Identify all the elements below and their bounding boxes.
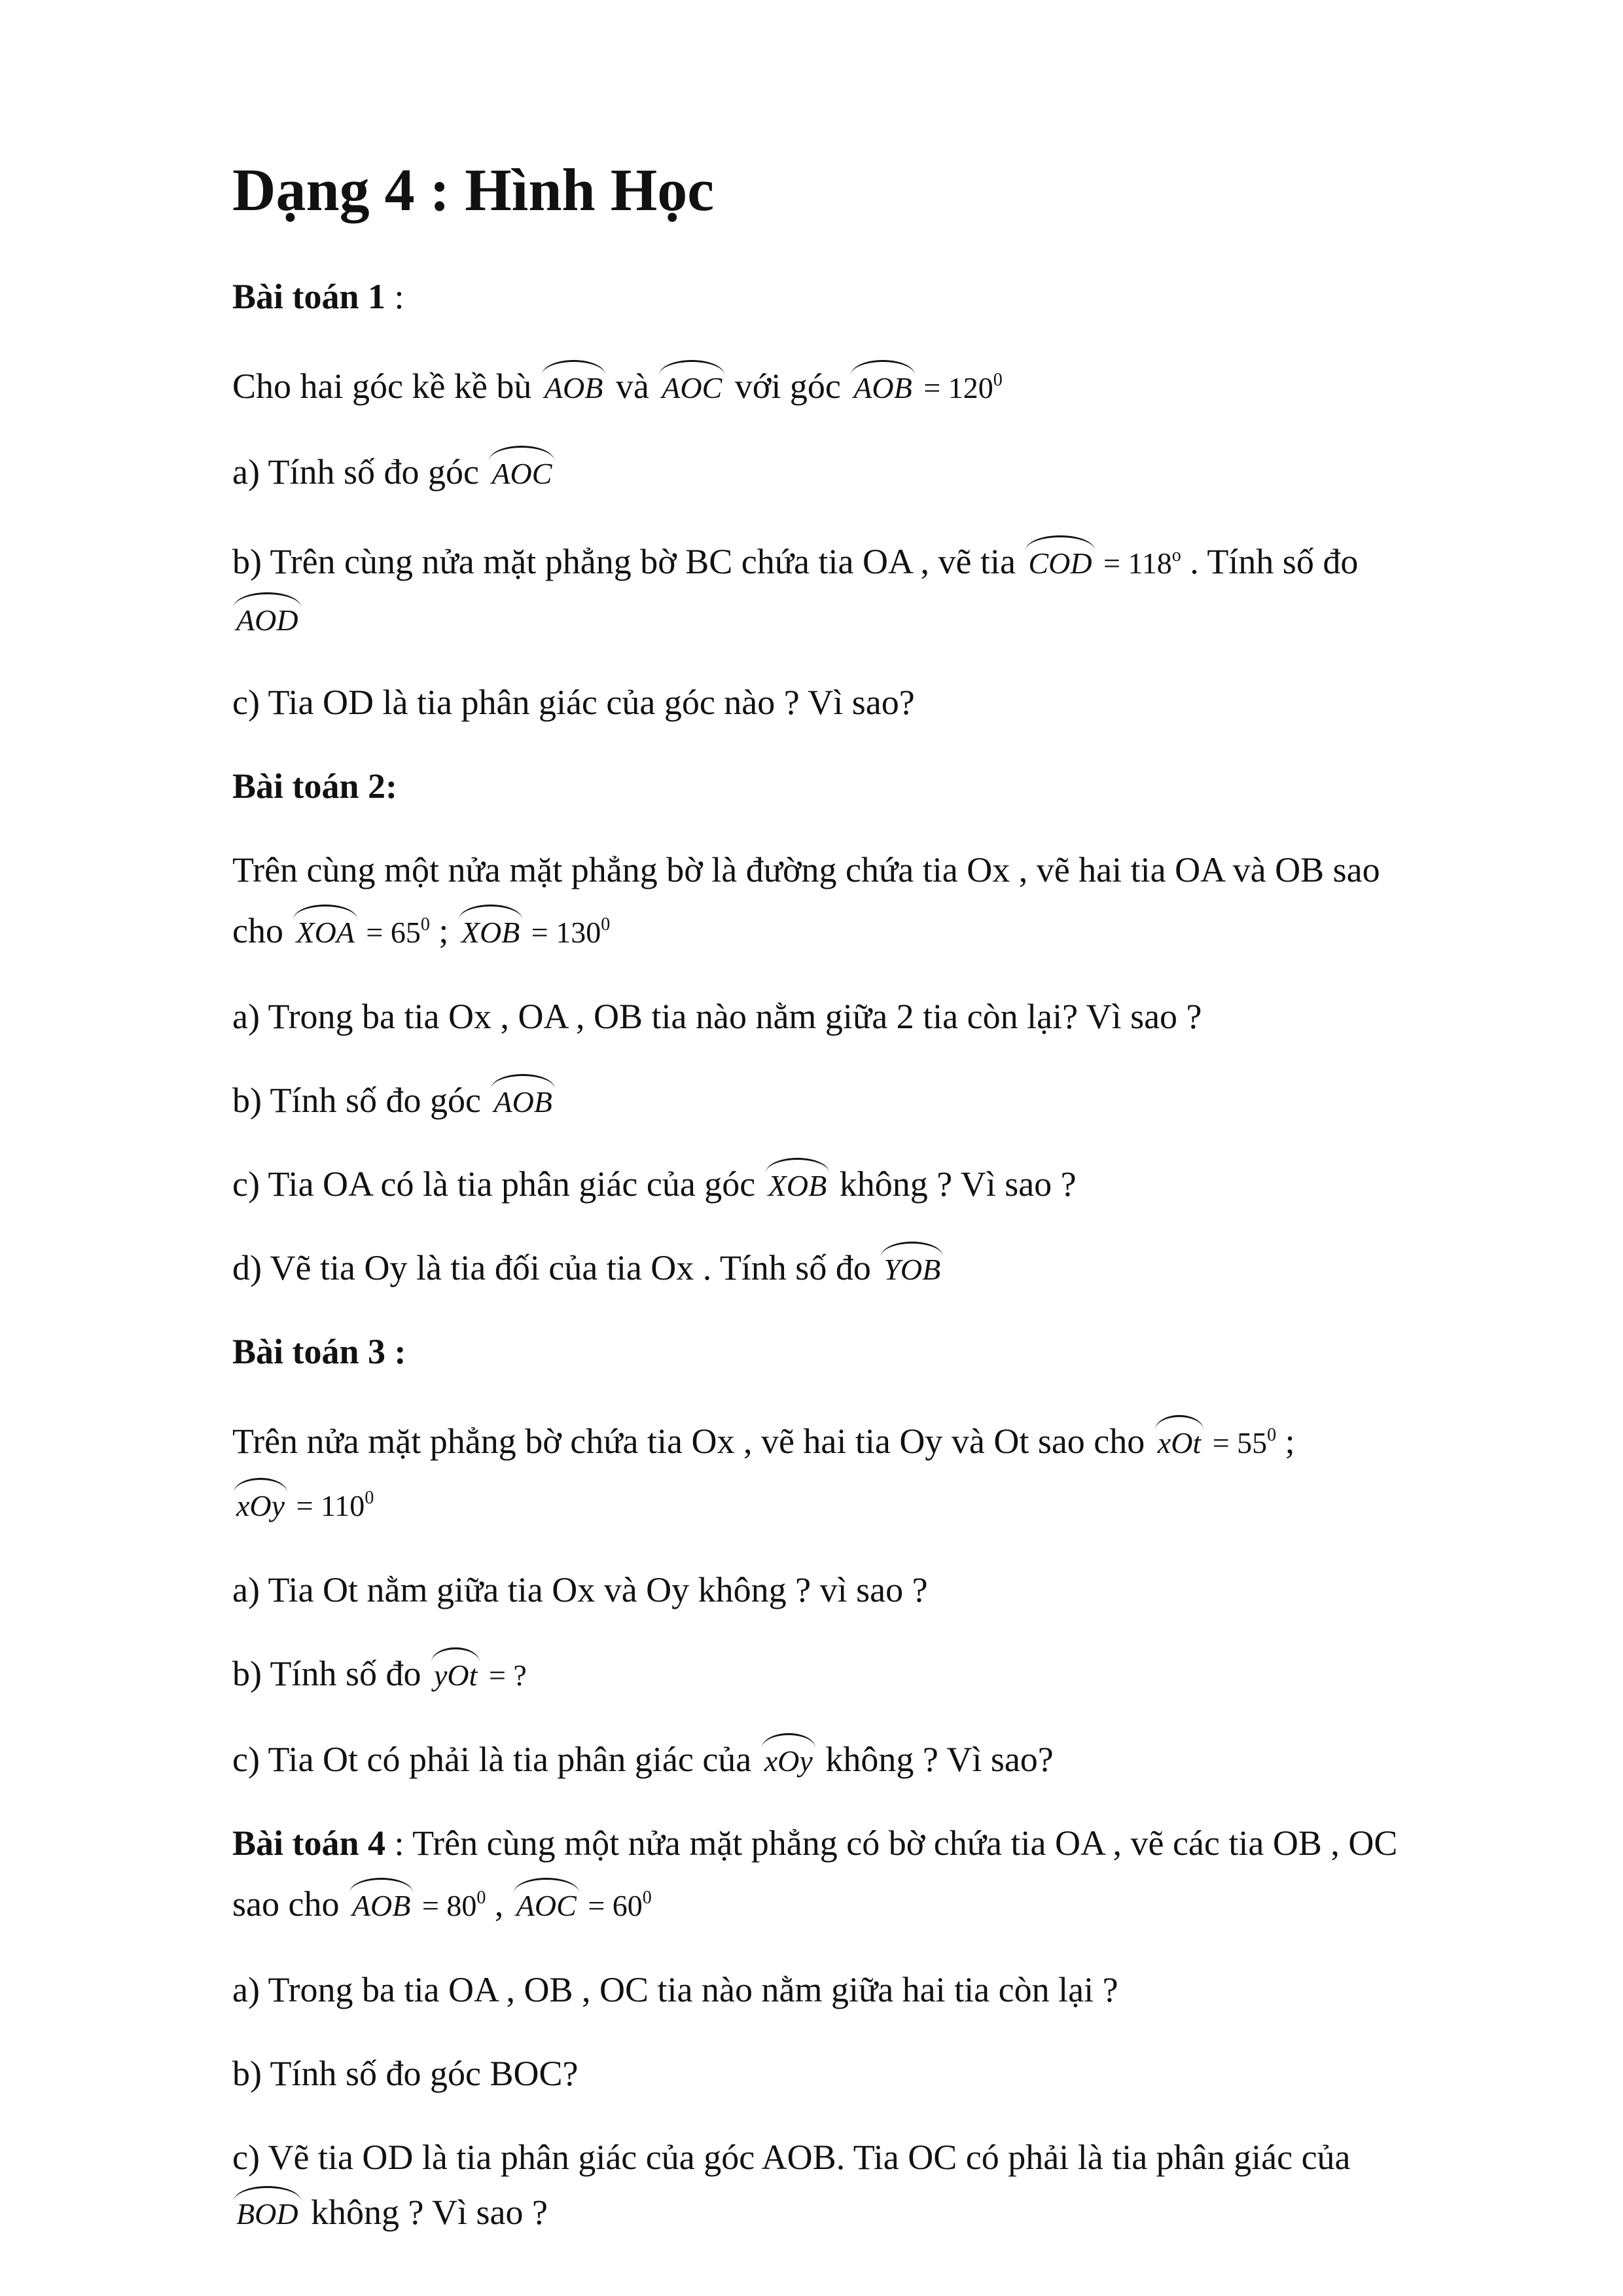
problem-2-part-d xyxy=(232,1240,1515,1295)
page-title: Dạng 4 : Hình Học xyxy=(232,156,715,223)
degree-sup: 0 xyxy=(365,1488,374,1509)
problem-3-intro xyxy=(232,1408,1515,1534)
angle-symbol: AOB xyxy=(352,1887,410,1921)
text: cho xyxy=(232,911,293,951)
problem-4-label: Bài toán 4 xyxy=(232,1823,386,1863)
text: ; xyxy=(1276,1422,1295,1462)
problem-4-part-a: a) Trong ba tia OA , OB , OC tia nào nằm giữa hai tia còn lại ? xyxy=(232,1970,1118,2010)
text: không ? Vì sao ? xyxy=(302,2193,548,2233)
angle-value: = 120 xyxy=(916,371,993,405)
angle-value: = 65 xyxy=(358,916,421,950)
text: không ? Vì sao ? xyxy=(830,1164,1077,1204)
angle-symbol: AOC xyxy=(516,1887,577,1921)
angle-symbol: xOt xyxy=(1158,1424,1201,1458)
angle-symbol: XOB xyxy=(461,914,520,948)
text: b) Tính số đo xyxy=(232,1654,431,1694)
text: Trên nửa mặt phẳng bờ chứa tia Ox , vẽ hai tia Oy và Ot sao cho xyxy=(232,1422,1154,1462)
angle-value: = 118 xyxy=(1096,547,1172,581)
problem-4-part-b: b) Tính số đo góc BOC? xyxy=(232,2054,579,2094)
angle-symbol: XOA xyxy=(296,914,354,948)
text: Trên cùng một nửa mặt phẳng bờ là đường chứa tia Ox , vẽ hai tia OA và OB sao xyxy=(232,850,1380,890)
problem-1-label: Bài toán 1 xyxy=(232,277,386,317)
angle-symbol: yOt xyxy=(434,1657,477,1691)
text: ; xyxy=(429,911,457,951)
text: , xyxy=(486,1884,512,1924)
problem-2-part-b xyxy=(232,1073,1515,1128)
angle-value: = 80 xyxy=(414,1889,477,1923)
angle-value: = ? xyxy=(481,1659,527,1693)
degree-sup: o xyxy=(1171,545,1181,566)
text: : Trên cùng một nửa mặt phẳng có bờ chứa tia OA , vẽ các tia OB , OC xyxy=(385,1823,1398,1863)
angle-value: = 130 xyxy=(524,916,601,950)
problem-1-heading-suffix: : xyxy=(385,277,404,317)
problem-2-intro xyxy=(232,842,1515,960)
problem-3-part-b xyxy=(232,1646,1515,1703)
angle-symbol: xOy xyxy=(764,1742,813,1776)
angle-symbol: AOD xyxy=(236,601,298,636)
problem-3-heading: Bài toán 3 : xyxy=(232,1332,406,1372)
angle-symbol: COD xyxy=(1028,545,1092,579)
problem-4-intro xyxy=(232,1816,1515,1933)
problem-1-heading xyxy=(232,269,1515,324)
angle-symbol: YOB xyxy=(883,1251,940,1285)
angle-value: = 60 xyxy=(580,1889,643,1923)
problem-2-part-c xyxy=(232,1157,1515,1211)
angle-symbol: XOB xyxy=(768,1167,827,1201)
degree-sup: 0 xyxy=(642,1888,652,1909)
problem-1-intro xyxy=(232,353,1515,416)
angle-symbol: BOD xyxy=(236,2195,298,2229)
angle-symbol: AOB xyxy=(544,369,603,403)
problem-3-part-c xyxy=(232,1732,1515,1787)
text: không ? Vì sao? xyxy=(816,1740,1054,1780)
text: d) Vẽ tia Oy là tia đối của tia Ox . Tính số đo xyxy=(232,1248,880,1288)
angle-value: = 55 xyxy=(1205,1426,1268,1460)
text: sao cho xyxy=(232,1884,348,1924)
problem-3-part-a: a) Tia Ot nằm giữa tia Ox và Oy không ? vì sao ? xyxy=(232,1570,928,1610)
degree-sup: 0 xyxy=(993,370,1003,391)
angle-symbol: AOB xyxy=(853,369,912,403)
text: c) Vẽ tia OD là tia phân giác của góc AOB. Tia OC có phải là tia phân giác của xyxy=(232,2138,1351,2178)
degree-sup: 0 xyxy=(420,914,430,935)
text: b) Trên cùng nửa mặt phẳng bờ BC chứa tia OA , vẽ tia xyxy=(232,542,1025,582)
text: c) Tia OA có là tia phân giác của góc xyxy=(232,1164,764,1204)
problem-1-part-c: c) Tia OD là tia phân giác của góc nào ? Vì sao? xyxy=(232,683,915,723)
text: . Tính số đo xyxy=(1181,542,1359,582)
degree-sup: 0 xyxy=(476,1888,486,1909)
text: Cho hai góc kề kề bù xyxy=(232,367,541,406)
degree-sup: 0 xyxy=(1267,1425,1277,1446)
problem-4-part-c xyxy=(232,2130,1515,2240)
text: a) Tính số đo góc xyxy=(232,452,488,492)
problem-2-heading: Bài toán 2: xyxy=(232,766,398,806)
problem-1-part-b xyxy=(232,528,1515,646)
text: với góc xyxy=(726,367,850,406)
document-page xyxy=(232,157,1515,2269)
problem-2-part-a: a) Trong ba tia Ox , OA , OB tia nào nằm giữa 2 tia còn lại? Vì sao ? xyxy=(232,997,1202,1037)
degree-sup: 0 xyxy=(601,914,611,935)
angle-symbol: AOC xyxy=(662,369,722,403)
text: và xyxy=(607,367,658,406)
angle-value: = 110 xyxy=(289,1489,365,1523)
problem-1-part-a xyxy=(232,444,1515,499)
text: c) Tia Ot có phải là tia phân giác của xyxy=(232,1740,760,1780)
text: b) Tính số đo góc xyxy=(232,1081,490,1121)
angle-symbol: AOC xyxy=(491,455,552,489)
angle-symbol: xOy xyxy=(236,1487,285,1521)
angle-symbol: AOB xyxy=(493,1083,552,1117)
